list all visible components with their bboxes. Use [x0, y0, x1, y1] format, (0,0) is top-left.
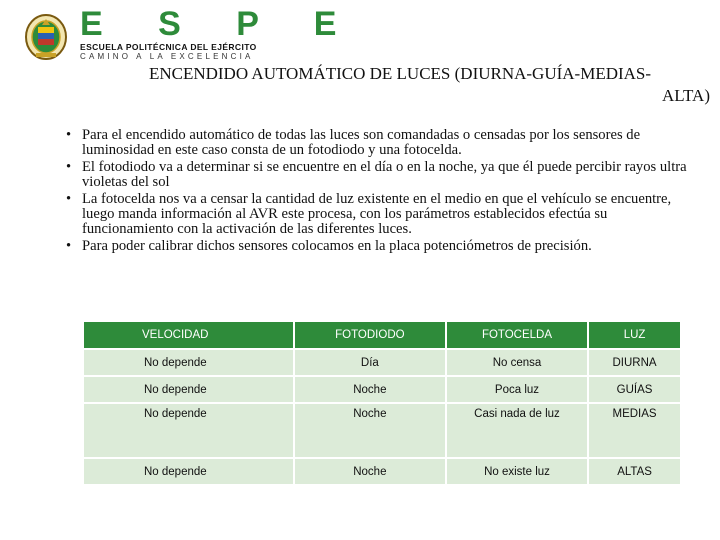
- table-cell: Poca luz: [447, 377, 587, 402]
- table-cell: No depende: [84, 459, 293, 484]
- header-fotocelda: FOTOCELDA: [447, 322, 587, 348]
- table-cell: No depende: [84, 377, 293, 402]
- table-cell: GUÍAS: [589, 377, 680, 402]
- title-line-2: ALTA): [661, 86, 710, 105]
- header-fotodiodo: FOTODIODO: [295, 322, 445, 348]
- table-cell: No depende: [84, 404, 293, 457]
- table-cell: DIURNA: [589, 350, 680, 375]
- bullet-icon: •: [66, 238, 72, 254]
- table-row: [84, 350, 680, 375]
- table-cell: MEDIAS: [589, 404, 680, 457]
- list-item: • Para el encendido automático de todas las luces son comandadas o censadas por los sensores de luminosidad en este caso consta de un fotodiodo y una fotocelda.: [66, 127, 641, 158]
- list-item: • La fotocelda nos va a censar la cantidad de luz existente en el medio en que el vehículo se encuentre, luego manda información al AVR este procesa, con los parámetros establecidos efectúa su funcionamiento con la activación de las diferentes luces.: [66, 191, 672, 237]
- header-velocidad: VELOCIDAD: [84, 322, 293, 348]
- table-cell: Casi nada de luz: [447, 404, 587, 457]
- title-line-1: ENCENDIDO AUTOMÁTICO DE LUCES (DIURNA-GUÍA-MEDIAS-: [148, 64, 652, 83]
- lights-table: [82, 320, 682, 486]
- table-cell: ALTAS: [589, 459, 680, 484]
- logo-motto: CAMINO A LA EXCELENCIA: [80, 52, 254, 61]
- table-cell: Noche: [295, 377, 445, 402]
- logo-letters: E S P E: [80, 5, 360, 43]
- table-row: [84, 459, 680, 484]
- table-cell: Noche: [295, 459, 445, 484]
- page-title: [90, 63, 710, 107]
- bullet-icon: •: [66, 159, 72, 175]
- table-row: [84, 377, 680, 402]
- table-row: [84, 404, 680, 457]
- table-cell: No censa: [447, 350, 587, 375]
- table-cell: Noche: [295, 404, 445, 457]
- list-item: • El fotodiodo va a determinar si se encuentre en el día o en la noche, ya que él puede percibir rayos ultra violetas del sol: [66, 159, 687, 190]
- bullet-icon: •: [66, 191, 72, 207]
- table-cell: Día: [295, 350, 445, 375]
- bullet-list: [62, 128, 692, 256]
- header-luz: LUZ: [589, 322, 680, 348]
- table-cell: No depende: [84, 350, 293, 375]
- espe-crest-logo: [24, 13, 68, 61]
- espe-logo: [80, 6, 359, 62]
- logo-subtitle: ESCUELA POLITÉCNICA DEL EJÉRCITO: [80, 42, 257, 52]
- table-header-row: [84, 322, 680, 348]
- table-cell: No existe luz: [447, 459, 587, 484]
- list-item: • Para poder calibrar dichos sensores colocamos en la placa potenciómetros de precisión.: [66, 238, 592, 254]
- bullet-icon: •: [66, 127, 72, 143]
